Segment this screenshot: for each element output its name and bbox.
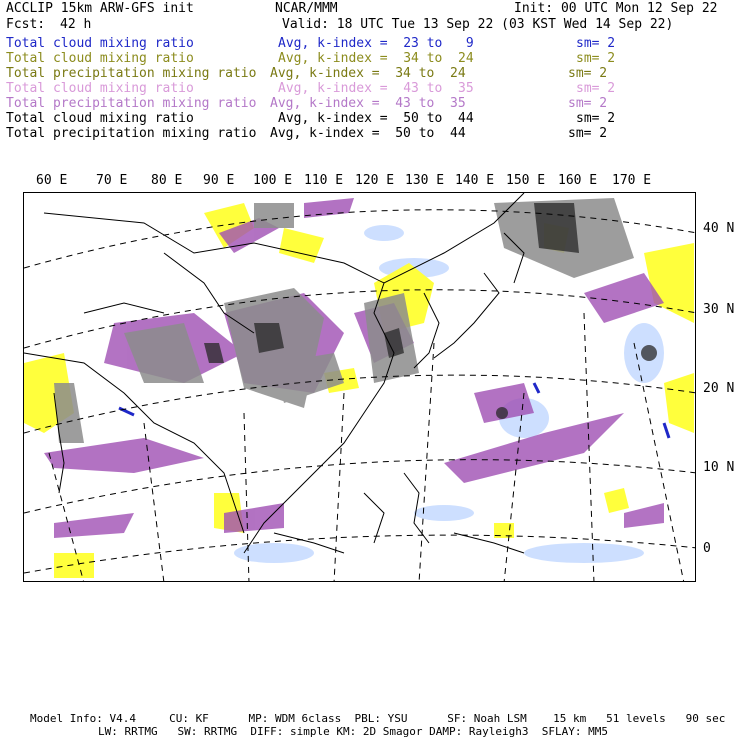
legend-avg: Avg, k-index = 50 to 44 bbox=[278, 111, 474, 126]
lon-label: 160 E bbox=[558, 173, 598, 188]
lat-label: 10 N bbox=[703, 460, 735, 475]
legend-sm: sm= 2 bbox=[576, 51, 616, 66]
legend-avg: Avg, k-index = 34 to 24 bbox=[270, 66, 466, 81]
lon-label: 90 E bbox=[203, 173, 235, 188]
forecast-map bbox=[23, 192, 696, 582]
map-canvas bbox=[24, 193, 696, 582]
lon-label: 80 E bbox=[151, 173, 183, 188]
lat-label: 0 bbox=[703, 541, 711, 556]
legend-name: Total precipitation mixing ratio bbox=[6, 96, 257, 111]
lon-label: 130 E bbox=[405, 173, 445, 188]
legend-avg: Avg, k-index = 50 to 44 bbox=[270, 126, 466, 141]
legend-avg: Avg, k-index = 43 to 35 bbox=[270, 96, 466, 111]
lon-label: 100 E bbox=[253, 173, 293, 188]
legend-sm: sm= 2 bbox=[576, 81, 616, 96]
lat-label: 20 N bbox=[703, 381, 735, 396]
lat-label: 30 N bbox=[703, 302, 735, 317]
valid-time: Valid: 18 UTC Tue 13 Sep 22 (03 KST Wed 14 Sep 22) bbox=[282, 17, 674, 32]
legend-name: Total precipitation mixing ratio bbox=[6, 126, 257, 141]
legend-sm: sm= 2 bbox=[568, 126, 608, 141]
org-label: NCAR/MMM bbox=[275, 1, 338, 16]
legend-sm: sm= 2 bbox=[568, 96, 608, 111]
lon-label: 120 E bbox=[355, 173, 395, 188]
legend-avg: Avg, k-index = 43 to 35 bbox=[278, 81, 474, 96]
legend-sm: sm= 2 bbox=[576, 36, 616, 51]
legend-name: Total precipitation mixing ratio bbox=[6, 66, 257, 81]
legend-name: Total cloud mixing ratio bbox=[6, 111, 194, 126]
init-time: Init: 00 UTC Mon 12 Sep 22 bbox=[514, 1, 718, 16]
legend-avg: Avg, k-index = 34 to 24 bbox=[278, 51, 474, 66]
lon-label: 170 E bbox=[612, 173, 652, 188]
legend-name: Total cloud mixing ratio bbox=[6, 81, 194, 96]
lon-label: 110 E bbox=[304, 173, 344, 188]
lon-label: 70 E bbox=[96, 173, 128, 188]
forecast-label: Fcst: bbox=[6, 17, 46, 32]
legend-name: Total cloud mixing ratio bbox=[6, 36, 194, 51]
model-info-line2: LW: RRTMG SW: RRTMG DIFF: simple KM: 2D Smagor DAMP: Rayleigh3 SFLAY: MM5 bbox=[98, 725, 608, 738]
legend-name: Total cloud mixing ratio bbox=[6, 51, 194, 66]
legend-sm: sm= 2 bbox=[568, 66, 608, 81]
model-info-line1: Model Info: V4.4 CU: KF MP: WDM 6class PBL: YSU SF: Noah LSM 15 km 51 levels 90 sec bbox=[30, 712, 726, 725]
legend-avg: Avg, k-index = 23 to 9 bbox=[278, 36, 474, 51]
legend-sm: sm= 2 bbox=[576, 111, 616, 126]
forecast-hours: 42 h bbox=[60, 17, 92, 32]
lat-label: 40 N bbox=[703, 221, 735, 236]
lon-label: 150 E bbox=[506, 173, 546, 188]
model-title: ACCLIP 15km ARW-GFS init bbox=[6, 1, 194, 16]
lon-label: 60 E bbox=[36, 173, 68, 188]
lon-label: 140 E bbox=[455, 173, 495, 188]
